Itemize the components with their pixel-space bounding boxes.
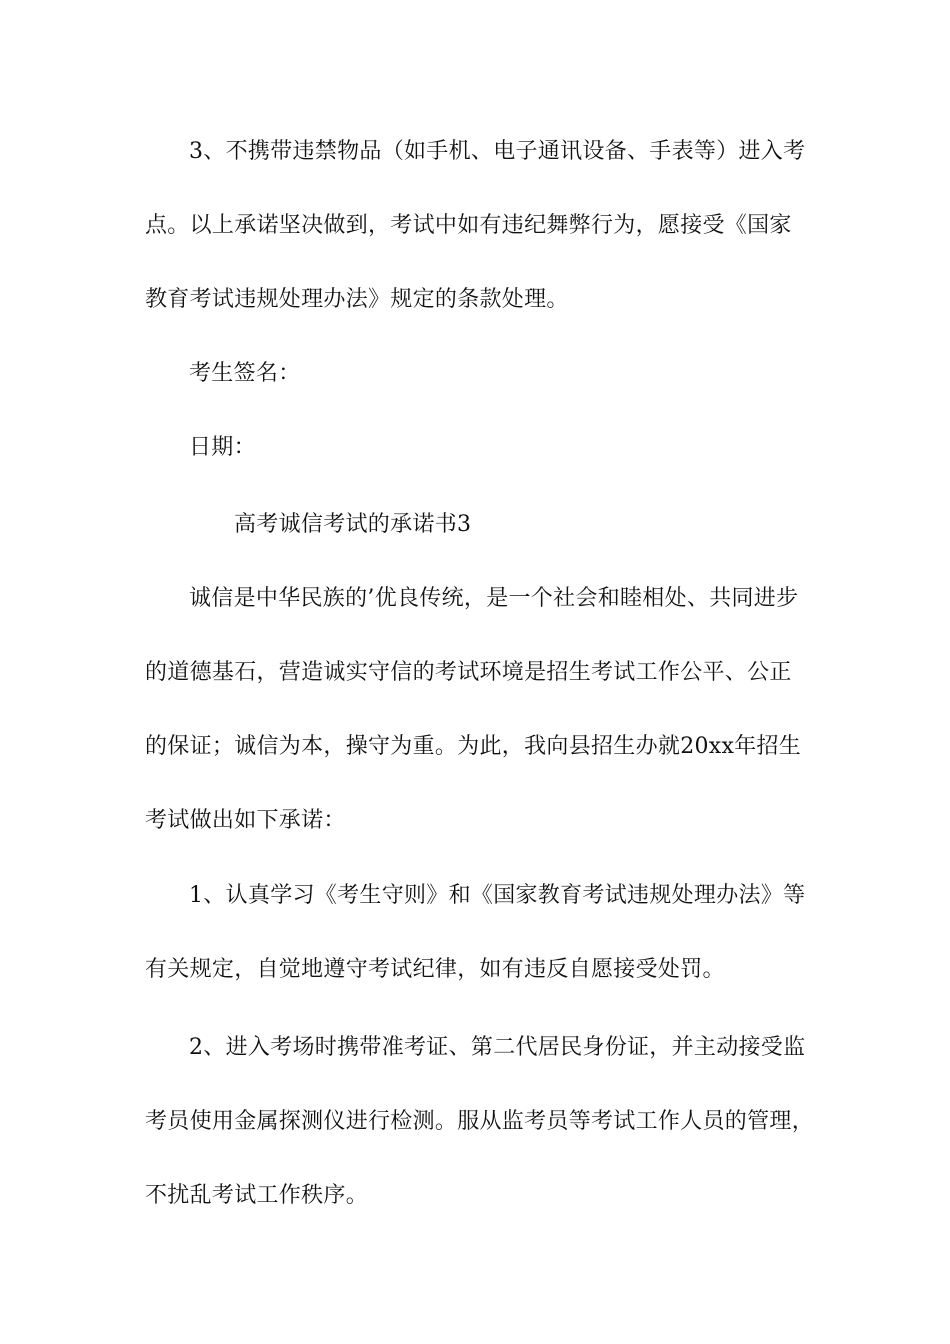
- paragraph-line: 1、认真学习《考生守则》和《国家教育考试违规处理办法》等: [189, 883, 806, 908]
- section-title: 高考诚信考试的承诺书3: [234, 512, 472, 537]
- paragraph-line: 点。以上承诺坚决做到，考试中如有违纪舞弊行为，愿接受《国家: [145, 213, 792, 238]
- paragraph-line: 诚信是中华民族的’优良传统，是一个社会和睦相处、共同进步: [189, 586, 799, 611]
- paragraph-line: 3、不携带违禁物品（如手机、电子通讯设备、手表等）进入考: [189, 139, 806, 164]
- paragraph-line: 的道德基石，营造诚实守信的考试环境是招生考试工作公平、公正: [145, 660, 792, 685]
- paragraph-line: 教育考试违规处理办法》规定的条款处理。: [145, 287, 569, 312]
- paragraph-line: 2、进入考场时携带准考证、第二代居民身份证，并主动接受监: [189, 1035, 806, 1060]
- paragraph-line: 有关规定，自觉地遵守考试纪律，如有违反自愿接受处罚。: [145, 957, 725, 982]
- paragraph-line: 考员使用金属探测仪进行检测。服从监考员等考试工作人员的管理，: [145, 1109, 815, 1134]
- paragraph-line: 的保证；诚信为本，操守为重。为此，我向县招生办就20xx年招生: [145, 734, 802, 759]
- date-label: 日期：: [189, 435, 256, 460]
- paragraph-line: 考试做出如下承诺：: [145, 808, 346, 833]
- signature-label: 考生签名：: [189, 361, 301, 386]
- paragraph-line: 不扰乱考试工作秩序。: [145, 1183, 369, 1208]
